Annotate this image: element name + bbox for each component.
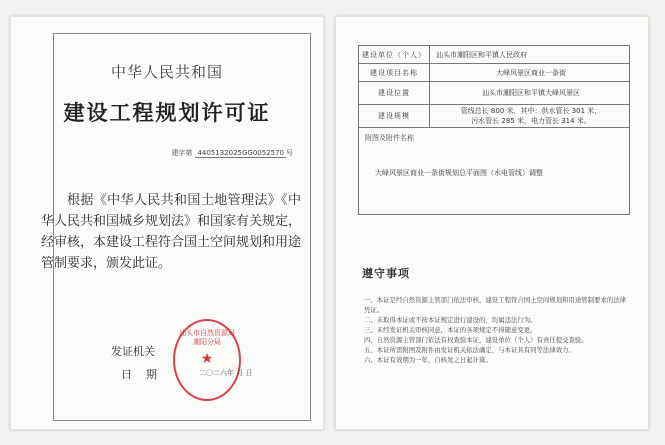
row-label: 建设位置 xyxy=(359,82,430,105)
scale-line-2: 污水管长 285 米，电力管长 314 米。 xyxy=(471,117,591,125)
seal-text: 汕头市自然资源局潮阳分局 xyxy=(179,329,235,346)
table-row xyxy=(359,82,630,105)
table-row xyxy=(359,46,630,64)
permit-prefix: 建字第 xyxy=(171,149,193,157)
attachment-value: 大峰风景区商业一条街规划总平面图（水电管线）调整 xyxy=(375,169,543,177)
list-item: 六、本证有效期为一年，自核发之日起计算。 xyxy=(364,356,492,364)
date-label: 日期 xyxy=(121,368,171,381)
table-row xyxy=(359,105,630,128)
certificate-title: 建设工程规划许可证 xyxy=(63,100,271,125)
permit-suffix: 号 xyxy=(286,149,293,157)
scale-line-1: 管线总长 800 米，其中：供水管长 301 米， xyxy=(460,107,602,115)
attachment-box xyxy=(358,128,630,215)
list-item: 二、未取得本证或不按本证规定进行建设的，均属违法行为。 xyxy=(364,316,537,324)
row-value: 汕头市潮阳区和平镇大峰风景区 xyxy=(430,82,630,105)
certificate-right-page xyxy=(335,16,649,430)
issuer-label: 发证机关 xyxy=(111,345,155,358)
notice-title: 遵守事项 xyxy=(362,267,410,280)
project-info-table xyxy=(358,45,630,128)
row-value: 大峰风景区商业一条街 xyxy=(430,64,630,82)
row-label: 建设项目名称 xyxy=(359,64,430,82)
table-row xyxy=(359,64,630,82)
list-item: 一、本证是经自然资源主管部门依法审核，建设工程符合国土空间规划和用途管制要求的法律凭证。 xyxy=(364,296,627,314)
row-value xyxy=(430,105,630,128)
permit-number-line xyxy=(171,148,293,158)
official-seal xyxy=(173,319,241,401)
certificate-body-text: 根据《中华人民共和国土地管理法》《中华人民共和国城乡规划法》和国家有关规定，经审核，本建设工程符合国土空间规划和用途管制要求，颁发此证。 xyxy=(41,193,302,271)
attachment-label: 附图及附件名称 xyxy=(365,134,414,142)
row-value: 汕头市潮阳区和平镇人民政府 xyxy=(430,46,630,64)
row-label: 建设单位（个人） xyxy=(359,46,430,64)
date-value: 二〇二六年 月 日 xyxy=(199,369,253,377)
country-name: 中华人民共和国 xyxy=(110,63,223,81)
row-label: 建设规模 xyxy=(359,105,430,128)
list-item: 三、未经发证机关审核同意，本证的各项规定不得随意变更。 xyxy=(364,326,537,334)
list-item: 五、本证所需附图及附件由发证机关依法确定，与本证具有同等法律效力。 xyxy=(364,346,575,354)
certificate-left-page xyxy=(10,16,324,430)
seal-star-icon: ★ xyxy=(200,351,214,367)
list-item: 四、自然资源主管部门依法有权查验本证，建设单位（个人）有责任提交查验。 xyxy=(364,336,588,344)
notice-list xyxy=(364,295,628,365)
details-section xyxy=(358,45,630,425)
permit-number: 4405132025GG0052570 xyxy=(197,149,284,157)
